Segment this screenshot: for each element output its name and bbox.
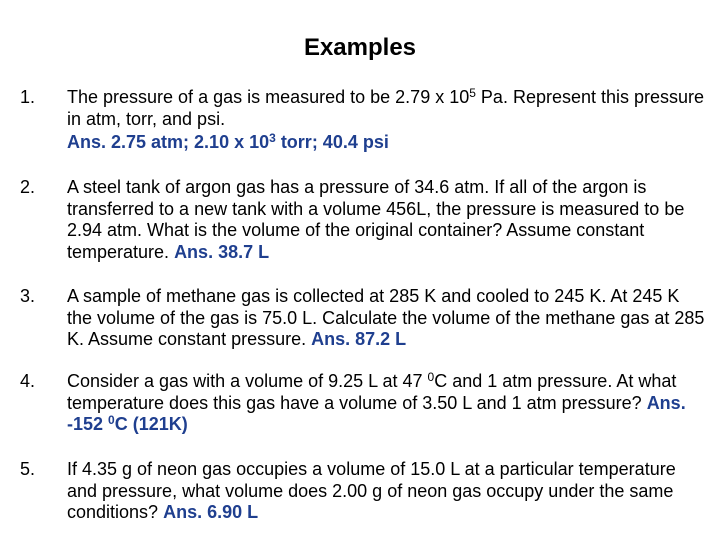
question-text: A steel tank of argon gas has a pressure of 34.6 atm. If all of the argon is transferred to a new tank with a volume 456L, the pressure is measured to be 2.94 atm. What is the volume of the original container? Assume constant temperature. [67, 177, 685, 262]
item-number: 4. [20, 371, 36, 391]
item-number: 2. [20, 177, 36, 197]
answer-text: C (121K) [114, 414, 188, 434]
question-text: Consider a gas with a volume of 9.25 L at 47 [67, 371, 428, 391]
item-text [67, 87, 707, 154]
superscript: 0 [108, 413, 115, 427]
question-text: C and 1 atm pressure. At what temperature does this gas have a volume of 3.50 L and 1 atm pressure? [67, 371, 677, 413]
answer-text: Ans. 87.2 L [311, 329, 407, 349]
item-text [67, 177, 707, 263]
item-text [67, 286, 707, 351]
item-number: 3. [20, 286, 36, 306]
superscript: 0 [427, 370, 435, 384]
question-text: If 4.35 g of neon gas occupies a volume of 15.0 L at a particular temperature and pressure, what volume does 2.00 g of neon gas occupy under the same conditions? [67, 459, 676, 522]
answer-text: Ans. 2.75 atm; 2.10 x 10 [67, 132, 270, 152]
superscript: 3 [269, 131, 276, 145]
question-text: The pressure of a gas is measured to be 2.79 x 10 [67, 87, 470, 107]
item-text [67, 459, 707, 524]
superscript: 5 [469, 86, 476, 100]
item-text [67, 371, 707, 436]
page-title: Examples [303, 34, 417, 61]
answer-text: Ans. 38.7 L [174, 241, 270, 262]
item-number: 1. [20, 87, 36, 107]
question-text: A sample of methane gas is collected at 285 K and cooled to 245 K. At 245 K the volume of the gas is 75.0 L. Calculate the volume of the methane gas at 285 K. Assume constant pressure. [67, 286, 705, 349]
answer-text: Ans. -152 [67, 392, 686, 434]
item-number: 5. [20, 459, 36, 479]
answer-text: torr; 40.4 psi [275, 132, 389, 152]
answer-text: Ans. 6.90 L [163, 502, 259, 522]
question-text: Pa. Represent this pressure in atm, torr, and psi. [67, 87, 705, 129]
